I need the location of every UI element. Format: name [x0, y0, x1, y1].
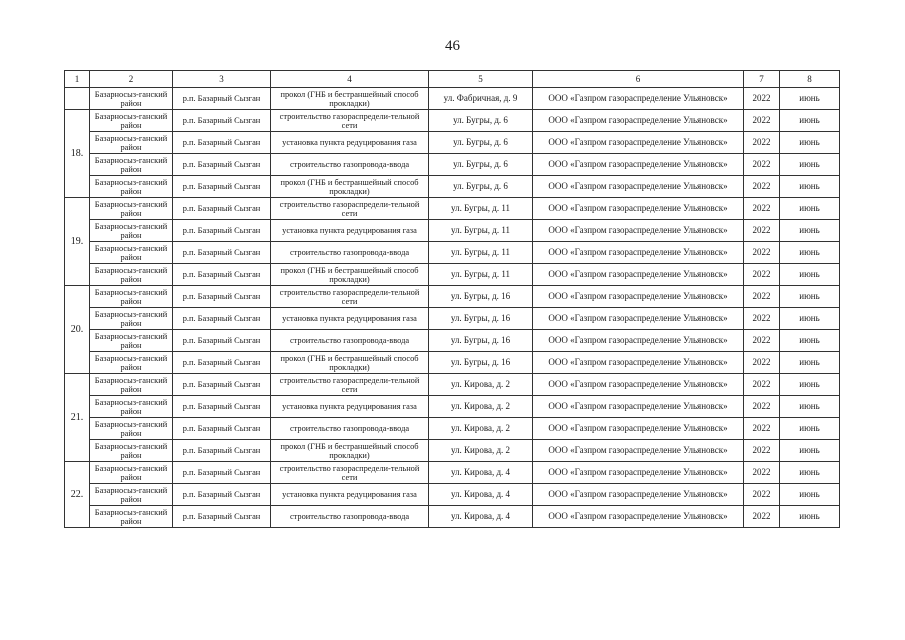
- settlement-cell: р.п. Базарный Сызган: [173, 506, 271, 528]
- month-cell: июнь: [780, 242, 840, 264]
- work-type-cell: строительство газопровода-ввода: [271, 330, 429, 352]
- organization-cell: ООО «Газпром газораспределение Ульяновск»: [533, 440, 744, 462]
- organization-cell: ООО «Газпром газораспределение Ульяновск»: [533, 242, 744, 264]
- settlement-cell: р.п. Базарный Сызган: [173, 440, 271, 462]
- work-type-cell: строительство газораспредели-тельной сети: [271, 286, 429, 308]
- district-cell: Базарносыз-ганский район: [90, 330, 173, 352]
- table-row: [65, 88, 840, 110]
- settlement-cell: р.п. Базарный Сызган: [173, 264, 271, 286]
- organization-cell: ООО «Газпром газораспределение Ульяновск»: [533, 462, 744, 484]
- address-cell: ул. Бугры, д. 11: [429, 220, 533, 242]
- year-cell: 2022: [744, 308, 780, 330]
- address-cell: ул. Бугры, д. 6: [429, 110, 533, 132]
- organization-cell: ООО «Газпром газораспределение Ульяновск»: [533, 374, 744, 396]
- work-type-cell: строительство газопровода-ввода: [271, 154, 429, 176]
- work-type-cell: установка пункта редуцирования газа: [271, 220, 429, 242]
- address-cell: ул. Кирова, д. 2: [429, 418, 533, 440]
- district-cell: Базарносыз-ганский район: [90, 352, 173, 374]
- month-cell: июнь: [780, 418, 840, 440]
- table-row: [65, 484, 840, 506]
- district-cell: Базарносыз-ганский район: [90, 484, 173, 506]
- organization-cell: ООО «Газпром газораспределение Ульяновск»: [533, 396, 744, 418]
- district-cell: Базарносыз-ганский район: [90, 396, 173, 418]
- address-cell: ул. Кирова, д. 4: [429, 506, 533, 528]
- column-header: 6: [533, 71, 744, 88]
- month-cell: июнь: [780, 220, 840, 242]
- address-cell: ул. Кирова, д. 4: [429, 462, 533, 484]
- district-cell: Базарносыз-ганский район: [90, 176, 173, 198]
- district-cell: Базарносыз-ганский район: [90, 286, 173, 308]
- table-row: [65, 506, 840, 528]
- organization-cell: ООО «Газпром газораспределение Ульяновск»: [533, 110, 744, 132]
- year-cell: 2022: [744, 110, 780, 132]
- table-row: [65, 440, 840, 462]
- organization-cell: ООО «Газпром газораспределение Ульяновск»: [533, 286, 744, 308]
- address-cell: ул. Кирова, д. 2: [429, 440, 533, 462]
- address-cell: ул. Фабричная, д. 9: [429, 88, 533, 110]
- table-row: [65, 308, 840, 330]
- year-cell: 2022: [744, 462, 780, 484]
- work-type-cell: строительство газораспредели-тельной сети: [271, 110, 429, 132]
- district-cell: Базарносыз-ганский район: [90, 440, 173, 462]
- table-row: [65, 352, 840, 374]
- row-number: 19.: [65, 198, 90, 286]
- work-type-cell: строительство газопровода-ввода: [271, 506, 429, 528]
- row-number: 20.: [65, 286, 90, 374]
- district-cell: Базарносыз-ганский район: [90, 88, 173, 110]
- organization-cell: ООО «Газпром газораспределение Ульяновск»: [533, 176, 744, 198]
- work-type-cell: строительство газораспредели-тельной сети: [271, 462, 429, 484]
- organization-cell: ООО «Газпром газораспределение Ульяновск»: [533, 506, 744, 528]
- organization-cell: ООО «Газпром газораспределение Ульяновск»: [533, 308, 744, 330]
- settlement-cell: р.п. Базарный Сызган: [173, 110, 271, 132]
- work-type-cell: строительство газораспредели-тельной сети: [271, 198, 429, 220]
- settlement-cell: р.п. Базарный Сызган: [173, 132, 271, 154]
- work-type-cell: строительство газопровода-ввода: [271, 418, 429, 440]
- settlement-cell: р.п. Базарный Сызган: [173, 308, 271, 330]
- address-cell: ул. Бугры, д. 6: [429, 132, 533, 154]
- year-cell: 2022: [744, 154, 780, 176]
- organization-cell: ООО «Газпром газораспределение Ульяновск»: [533, 220, 744, 242]
- year-cell: 2022: [744, 440, 780, 462]
- district-cell: Базарносыз-ганский район: [90, 132, 173, 154]
- settlement-cell: р.п. Базарный Сызган: [173, 484, 271, 506]
- district-cell: Базарносыз-ганский район: [90, 110, 173, 132]
- district-cell: Базарносыз-ганский район: [90, 308, 173, 330]
- settlement-cell: р.п. Базарный Сызган: [173, 220, 271, 242]
- work-type-cell: строительство газопровода-ввода: [271, 242, 429, 264]
- work-type-cell: прокол (ГНБ и бестраншейный способ прокладки): [271, 264, 429, 286]
- table-row: [65, 396, 840, 418]
- year-cell: 2022: [744, 286, 780, 308]
- works-table: [64, 70, 840, 528]
- settlement-cell: р.п. Базарный Сызган: [173, 154, 271, 176]
- year-cell: 2022: [744, 132, 780, 154]
- table-row: [65, 242, 840, 264]
- year-cell: 2022: [744, 418, 780, 440]
- year-cell: 2022: [744, 506, 780, 528]
- organization-cell: ООО «Газпром газораспределение Ульяновск»: [533, 132, 744, 154]
- month-cell: июнь: [780, 198, 840, 220]
- table-row: [65, 110, 840, 132]
- table-row: [65, 198, 840, 220]
- organization-cell: ООО «Газпром газораспределение Ульяновск»: [533, 88, 744, 110]
- year-cell: 2022: [744, 374, 780, 396]
- table-row: [65, 374, 840, 396]
- month-cell: июнь: [780, 176, 840, 198]
- month-cell: июнь: [780, 374, 840, 396]
- work-type-cell: строительство газораспредели-тельной сети: [271, 374, 429, 396]
- year-cell: 2022: [744, 88, 780, 110]
- district-cell: Базарносыз-ганский район: [90, 506, 173, 528]
- settlement-cell: р.п. Базарный Сызган: [173, 418, 271, 440]
- organization-cell: ООО «Газпром газораспределение Ульяновск»: [533, 198, 744, 220]
- settlement-cell: р.п. Базарный Сызган: [173, 286, 271, 308]
- district-cell: Базарносыз-ганский район: [90, 242, 173, 264]
- table-row: [65, 264, 840, 286]
- organization-cell: ООО «Газпром газораспределение Ульяновск»: [533, 484, 744, 506]
- table-row: [65, 132, 840, 154]
- district-cell: Базарносыз-ганский район: [90, 198, 173, 220]
- table-row: [65, 330, 840, 352]
- month-cell: июнь: [780, 308, 840, 330]
- work-type-cell: установка пункта редуцирования газа: [271, 396, 429, 418]
- settlement-cell: р.п. Базарный Сызган: [173, 462, 271, 484]
- organization-cell: ООО «Газпром газораспределение Ульяновск»: [533, 154, 744, 176]
- district-cell: Базарносыз-ганский район: [90, 374, 173, 396]
- table-row: [65, 462, 840, 484]
- column-header: 4: [271, 71, 429, 88]
- year-cell: 2022: [744, 242, 780, 264]
- row-number: 21.: [65, 374, 90, 462]
- address-cell: ул. Бугры, д. 11: [429, 242, 533, 264]
- organization-cell: ООО «Газпром газораспределение Ульяновск»: [533, 330, 744, 352]
- district-cell: Базарносыз-ганский район: [90, 462, 173, 484]
- address-cell: ул. Бугры, д. 16: [429, 330, 533, 352]
- work-type-cell: прокол (ГНБ и бестраншейный способ прокладки): [271, 88, 429, 110]
- address-cell: ул. Бугры, д. 6: [429, 176, 533, 198]
- year-cell: 2022: [744, 176, 780, 198]
- district-cell: Базарносыз-ганский район: [90, 154, 173, 176]
- address-cell: ул. Бугры, д. 11: [429, 264, 533, 286]
- work-type-cell: установка пункта редуцирования газа: [271, 132, 429, 154]
- settlement-cell: р.п. Базарный Сызган: [173, 176, 271, 198]
- organization-cell: ООО «Газпром газораспределение Ульяновск»: [533, 352, 744, 374]
- district-cell: Базарносыз-ганский район: [90, 418, 173, 440]
- work-type-cell: прокол (ГНБ и бестраншейный способ прокладки): [271, 440, 429, 462]
- year-cell: 2022: [744, 352, 780, 374]
- settlement-cell: р.п. Базарный Сызган: [173, 330, 271, 352]
- month-cell: июнь: [780, 132, 840, 154]
- month-cell: июнь: [780, 462, 840, 484]
- address-cell: ул. Бугры, д. 16: [429, 286, 533, 308]
- district-cell: Базарносыз-ганский район: [90, 264, 173, 286]
- row-number: [65, 88, 90, 110]
- settlement-cell: р.п. Базарный Сызган: [173, 242, 271, 264]
- work-type-cell: прокол (ГНБ и бестраншейный способ прокладки): [271, 352, 429, 374]
- month-cell: июнь: [780, 352, 840, 374]
- month-cell: июнь: [780, 264, 840, 286]
- organization-cell: ООО «Газпром газораспределение Ульяновск»: [533, 264, 744, 286]
- year-cell: 2022: [744, 396, 780, 418]
- district-cell: Базарносыз-ганский район: [90, 220, 173, 242]
- header-row: [65, 71, 840, 88]
- address-cell: ул. Кирова, д. 4: [429, 484, 533, 506]
- year-cell: 2022: [744, 330, 780, 352]
- table-row: [65, 418, 840, 440]
- settlement-cell: р.п. Базарный Сызган: [173, 198, 271, 220]
- column-header: 5: [429, 71, 533, 88]
- settlement-cell: р.п. Базарный Сызган: [173, 88, 271, 110]
- month-cell: июнь: [780, 154, 840, 176]
- month-cell: июнь: [780, 440, 840, 462]
- month-cell: июнь: [780, 330, 840, 352]
- month-cell: июнь: [780, 506, 840, 528]
- year-cell: 2022: [744, 220, 780, 242]
- column-header: 2: [90, 71, 173, 88]
- table-row: [65, 176, 840, 198]
- column-header: 3: [173, 71, 271, 88]
- month-cell: июнь: [780, 286, 840, 308]
- table-body: [65, 88, 840, 528]
- row-number: 22.: [65, 462, 90, 528]
- address-cell: ул. Кирова, д. 2: [429, 396, 533, 418]
- table-row: [65, 220, 840, 242]
- organization-cell: ООО «Газпром газораспределение Ульяновск»: [533, 418, 744, 440]
- address-cell: ул. Бугры, д. 16: [429, 308, 533, 330]
- month-cell: июнь: [780, 110, 840, 132]
- month-cell: июнь: [780, 484, 840, 506]
- column-header: 7: [744, 71, 780, 88]
- month-cell: июнь: [780, 88, 840, 110]
- column-header: 1: [65, 71, 90, 88]
- work-type-cell: прокол (ГНБ и бестраншейный способ прокладки): [271, 176, 429, 198]
- address-cell: ул. Бугры, д. 11: [429, 198, 533, 220]
- page-number: 46: [445, 38, 460, 54]
- settlement-cell: р.п. Базарный Сызган: [173, 396, 271, 418]
- work-type-cell: установка пункта редуцирования газа: [271, 308, 429, 330]
- address-cell: ул. Кирова, д. 2: [429, 374, 533, 396]
- settlement-cell: р.п. Базарный Сызган: [173, 352, 271, 374]
- row-number: 18.: [65, 110, 90, 198]
- month-cell: июнь: [780, 396, 840, 418]
- column-header: 8: [780, 71, 840, 88]
- year-cell: 2022: [744, 264, 780, 286]
- table-row: [65, 286, 840, 308]
- table-row: [65, 154, 840, 176]
- year-cell: 2022: [744, 198, 780, 220]
- address-cell: ул. Бугры, д. 6: [429, 154, 533, 176]
- year-cell: 2022: [744, 484, 780, 506]
- settlement-cell: р.п. Базарный Сызган: [173, 374, 271, 396]
- address-cell: ул. Бугры, д. 16: [429, 352, 533, 374]
- work-type-cell: установка пункта редуцирования газа: [271, 484, 429, 506]
